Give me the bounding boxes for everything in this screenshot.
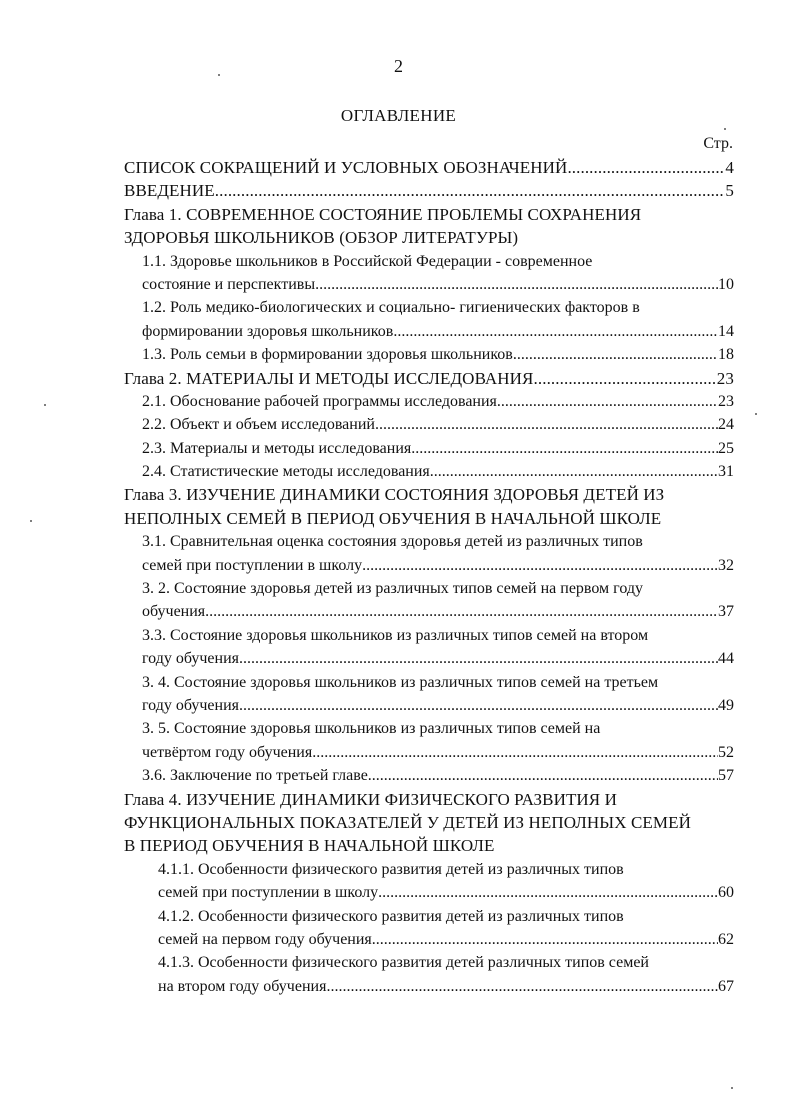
toc-entry-text: году обучения [142, 650, 240, 668]
toc-entry-text: 2.3. Материалы и методы исследования [142, 439, 412, 457]
toc-section [124, 390, 734, 413]
dot-leader [376, 928, 718, 951]
toc-line [124, 741, 734, 764]
toc-line [124, 343, 734, 366]
toc-entry-text: 1.3. Роль семьи в формировании здоровья школьников [142, 346, 513, 364]
dot-leader [215, 179, 726, 202]
scan-speck [755, 413, 757, 415]
toc-line [124, 226, 734, 249]
toc-entry-text: формировании здоровья школьников [142, 322, 394, 340]
toc-entry-text: на втором году обучения [158, 977, 327, 995]
toc-page-number: 44 [718, 650, 734, 668]
toc-page-number: 60 [718, 884, 734, 902]
toc-line [124, 671, 734, 694]
toc-line [124, 788, 734, 811]
toc-page-number: 18 [718, 346, 734, 364]
toc-line [124, 951, 734, 974]
toc-entry-text: 3.1. Сравнительная оценка состояния здоровья детей из различных типов [142, 533, 643, 551]
toc-line [124, 811, 734, 834]
toc-entry-text: Глава 2. МАТЕРИАЛЫ И МЕТОДЫ ИССЛЕДОВАНИЯ [124, 368, 534, 388]
toc-chapter [124, 179, 734, 202]
dot-leader [362, 554, 718, 577]
toc-entry-text: 1.2. Роль медико-биологических и социально- гигиенических факторов в [142, 299, 640, 317]
toc-chapter [124, 788, 734, 858]
toc-line [124, 881, 734, 904]
toc-line [124, 437, 734, 460]
toc-chapter [124, 203, 734, 250]
toc-line [124, 577, 734, 600]
toc-entry-text: 2.2. Объект и объем исследований [142, 416, 375, 434]
toc-section [124, 413, 734, 436]
toc-section [124, 460, 734, 483]
toc-entry-text: Глава 4. ИЗУЧЕНИЕ ДИНАМИКИ ФИЗИЧЕСКОГО РАЗВИТИЯ И [124, 789, 617, 809]
toc-section [124, 577, 734, 624]
toc-page-number: 57 [718, 767, 734, 785]
toc-section [124, 671, 734, 718]
scan-speck [30, 520, 32, 522]
toc-section [124, 343, 734, 366]
toc-entry-text: 3. 5. Состояние здоровья школьников из различных типов семей на [142, 720, 601, 738]
toc-section [124, 296, 734, 343]
toc-entry-text: НЕПОЛНЫХ СЕМЕЙ В ПЕРИОД ОБУЧЕНИЯ В НАЧАЛЬНОЙ ШКОЛЕ [124, 508, 662, 528]
toc-line [124, 554, 734, 577]
toc-section [124, 717, 734, 764]
toc-entry-text: Глава 1. СОВРЕМЕННОЕ СОСТОЯНИЕ ПРОБЛЕМЫ СОХРАНЕНИЯ [124, 204, 642, 224]
scan-speck [724, 128, 726, 130]
dot-leader [239, 647, 718, 670]
toc-section [124, 764, 734, 787]
toc-line [124, 507, 734, 530]
toc-line [124, 624, 734, 647]
toc-entry-text: СПИСОК СОКРАЩЕНИЙ И УСЛОВНЫХ ОБОЗНАЧЕНИЙ [124, 158, 568, 177]
toc-line [124, 717, 734, 740]
toc-page-number: 49 [718, 696, 734, 714]
toc-page-number: 37 [718, 603, 734, 621]
toc-line [124, 179, 734, 202]
toc-page-number: 5 [725, 181, 734, 201]
dot-leader [513, 343, 718, 366]
toc-entry-text: ВВЕДЕНИЕ [124, 181, 215, 201]
toc-entry-text: 3.3. Состояние здоровья школьников из различных типов семей на втором [142, 626, 649, 644]
page-column-label: Стр. [703, 135, 733, 152]
toc-line [124, 975, 734, 998]
dot-leader [205, 600, 718, 623]
toc-page-number: 52 [718, 743, 734, 761]
toc-line [124, 600, 734, 623]
toc-page-number: 67 [718, 977, 734, 995]
scan-speck [731, 1087, 733, 1089]
scan-speck [218, 74, 220, 76]
dot-leader [534, 367, 717, 390]
toc-entry-text: ФУНКЦИОНАЛЬНЫХ ПОКАЗАТЕЛЕЙ У ДЕТЕЙ ИЗ НЕПОЛНЫХ СЕМЕЙ [124, 812, 691, 832]
toc-line [124, 530, 734, 553]
toc-line [124, 834, 734, 857]
toc-page-number: 23 [718, 392, 734, 410]
dot-leader [239, 694, 718, 717]
toc-entry-text: 4.1.3. Особенности физического развития детей различных типов семей [158, 954, 649, 972]
toc-chapter [124, 367, 734, 390]
toc-section [124, 624, 734, 671]
toc-chapter [124, 156, 734, 179]
toc-line [124, 694, 734, 717]
table-of-contents [124, 156, 734, 998]
toc-entry-text: 1.1. Здоровье школьников в Российской Федерации - современное [142, 252, 593, 270]
toc-page-number: 14 [718, 322, 734, 340]
toc-entry-text: семей при поступлении в школу [158, 884, 379, 902]
toc-page-number: 24 [718, 416, 734, 434]
page-title: ОГЛАВЛЕНИЕ [340, 106, 457, 125]
page-number: 2 [394, 56, 403, 76]
dot-leader [378, 881, 718, 904]
toc-entry-text: обучения [142, 603, 206, 621]
toc-page-number: 31 [718, 463, 734, 481]
scan-speck [44, 404, 46, 406]
toc-section [124, 905, 734, 952]
toc-line [124, 203, 734, 226]
toc-page-number: 25 [718, 439, 734, 457]
toc-entry-text: 3. 2. Состояние здоровья детей из различных типов семей на первом году [142, 580, 644, 598]
dot-leader [326, 975, 718, 998]
toc-line [124, 390, 734, 413]
toc-line [124, 647, 734, 670]
toc-line [124, 156, 734, 179]
toc-entry-text: семей при поступлении в школу [142, 556, 363, 574]
toc-entry-text: семей на первом году обучения. [158, 930, 376, 948]
toc-line [124, 928, 734, 951]
toc-entry-text: 3. 4. Состояние здоровья школьников из различных типов семей на третьем [142, 673, 659, 691]
dot-leader [368, 764, 718, 787]
dot-leader [497, 390, 718, 413]
toc-page-number: 23 [716, 368, 734, 388]
toc-page-number: 10 [718, 275, 734, 293]
toc-entry-text: В ПЕРИОД ОБУЧЕНИЯ В НАЧАЛЬНОЙ ШКОЛЕ [124, 836, 495, 856]
toc-line [124, 413, 734, 436]
toc-entry-text: 2.1. Обоснование рабочей программы исследования [142, 392, 497, 410]
dot-leader [312, 741, 718, 764]
toc-chapter [124, 483, 734, 530]
toc-entry-text: 4.1.2. Особенности физического развития детей из различных типов [158, 907, 624, 925]
toc-line [124, 483, 734, 506]
toc-line [124, 905, 734, 928]
toc-section [124, 530, 734, 577]
toc-line [124, 460, 734, 483]
toc-section [124, 858, 734, 905]
toc-section [124, 437, 734, 460]
toc-entry-text: 4.1.1. Особенности физического развития детей из различных типов [158, 860, 624, 878]
dot-leader [393, 320, 718, 343]
toc-line [124, 273, 734, 296]
toc-line [124, 858, 734, 881]
toc-page-number: 4 [725, 158, 734, 177]
toc-entry-text: году обучения [142, 696, 240, 714]
toc-page-number: 62 [718, 930, 734, 948]
toc-entry-text: 3.6. Заключение по третьей главе [142, 767, 368, 785]
toc-line [124, 250, 734, 273]
toc-section [124, 250, 734, 297]
toc-line [124, 320, 734, 343]
toc-entry-text: четвёртом году обучения [142, 743, 313, 761]
dot-leader [411, 437, 718, 460]
toc-entry-text: 2.4. Статистические методы исследования [142, 463, 430, 481]
dot-leader [375, 413, 718, 436]
toc-line [124, 367, 734, 390]
toc-section [124, 951, 734, 998]
dot-leader [430, 460, 718, 483]
toc-page-number: 32 [718, 556, 734, 574]
dot-leader [315, 273, 718, 296]
dot-leader [567, 156, 725, 179]
toc-line [124, 296, 734, 319]
toc-entry-text: ЗДОРОВЬЯ ШКОЛЬНИКОВ (ОБЗОР ЛИТЕРАТУРЫ) [124, 228, 519, 248]
toc-entry-text: состояние и перспективы [142, 275, 316, 293]
toc-line [124, 764, 734, 787]
toc-entry-text: Глава 3. ИЗУЧЕНИЕ ДИНАМИКИ СОСТОЯНИЯ ЗДОРОВЬЯ ДЕТЕЙ ИЗ [124, 485, 665, 505]
